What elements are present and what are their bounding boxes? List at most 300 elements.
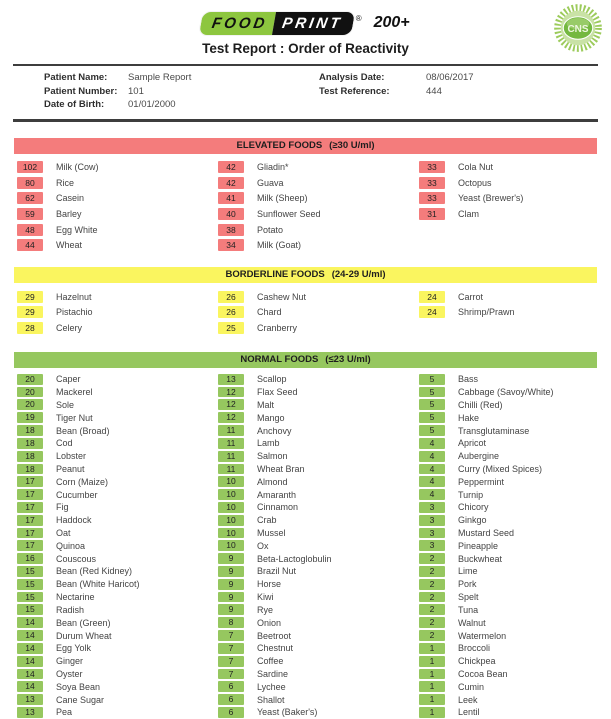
score-badge: 9 (218, 579, 244, 590)
food-row (218, 237, 419, 253)
food-name: Quinoa (56, 540, 86, 551)
score-badge: 1 (419, 643, 445, 654)
food-name: Fig (56, 502, 69, 513)
food-name: Lamb (257, 438, 280, 449)
test-reference-field (319, 85, 474, 99)
food-row (17, 424, 218, 437)
food-name: Malt (257, 399, 275, 410)
score-badge: 11 (218, 438, 244, 449)
score-badge: 1 (419, 669, 445, 680)
test-reference-value: 444 (426, 85, 442, 97)
patient-info-block (13, 64, 598, 122)
food-column (419, 289, 515, 336)
score-badge: 40 (218, 208, 244, 220)
food-row (218, 320, 419, 336)
food-name: Horse (257, 579, 282, 590)
food-name: Lychee (257, 681, 286, 692)
score-badge: 4 (419, 438, 445, 449)
food-row (419, 539, 554, 552)
date-of-birth-field (44, 98, 319, 112)
score-badge: 6 (218, 694, 244, 705)
food-row (17, 527, 218, 540)
food-row (17, 642, 218, 655)
food-row (218, 206, 419, 222)
patient-name-field (44, 71, 319, 85)
patient-number-value: 101 (128, 85, 144, 97)
food-row (218, 501, 419, 514)
score-badge: 2 (419, 617, 445, 628)
food-row (218, 398, 419, 411)
score-badge: 44 (17, 239, 43, 251)
score-badge: 9 (218, 604, 244, 615)
food-name: Chickpea (458, 656, 496, 667)
food-row (218, 191, 419, 207)
food-row (218, 539, 419, 552)
score-badge: 38 (218, 224, 244, 236)
food-column (218, 373, 419, 719)
score-badge: 6 (218, 681, 244, 692)
score-badge: 10 (218, 540, 244, 551)
score-badge: 14 (17, 617, 43, 628)
score-badge: 10 (218, 528, 244, 539)
food-name: Transglutaminase (458, 425, 530, 436)
analysis-date-field (319, 71, 474, 85)
score-badge: 17 (17, 502, 43, 513)
score-badge: 7 (218, 630, 244, 641)
food-name: Bean (Green) (56, 617, 111, 628)
score-badge: 1 (419, 707, 445, 718)
food-name: Durum Wheat (56, 630, 112, 641)
score-badge: 11 (218, 451, 244, 462)
score-badge: 2 (419, 553, 445, 564)
food-row (17, 539, 218, 552)
score-badge: 10 (218, 476, 244, 487)
food-name: Brazil Nut (257, 566, 297, 577)
food-name: Peppermint (458, 476, 505, 487)
food-name: Sunflower Seed (257, 209, 321, 220)
food-name: Radish (56, 604, 85, 615)
food-name: Cashew Nut (257, 291, 307, 302)
normal-foods-section (0, 352, 611, 719)
food-name: Pea (56, 707, 73, 718)
food-row (218, 693, 419, 706)
score-badge: 24 (419, 291, 445, 303)
score-badge: 24 (419, 306, 445, 318)
food-row (17, 386, 218, 399)
food-row (218, 578, 419, 591)
food-name: Mussel (257, 528, 286, 538)
food-row (218, 668, 419, 681)
test-reference-label: Test Reference: (319, 85, 390, 97)
food-name: Sole (56, 399, 75, 410)
food-row (17, 706, 218, 719)
cns-badge-text: CNS (567, 23, 589, 35)
elevated-foods-header (14, 138, 597, 154)
food-row (17, 668, 218, 681)
patient-info-left (44, 71, 319, 112)
elevated-foods-list (0, 160, 611, 254)
food-name: Cane Sugar (56, 694, 105, 705)
food-row (419, 578, 554, 591)
score-badge: 15 (17, 592, 43, 603)
analysis-date-label: Analysis Date: (319, 72, 385, 83)
food-name: Lime (458, 566, 478, 577)
food-name: Couscous (56, 553, 97, 564)
food-name: Curry (Mixed Spices) (458, 463, 543, 474)
score-badge: 18 (17, 451, 43, 462)
food-name: Mango (257, 412, 285, 423)
score-badge: 10 (218, 502, 244, 513)
food-row (218, 603, 419, 616)
cns-seal-icon (552, 2, 604, 54)
score-badge: 7 (218, 643, 244, 654)
food-name: Hake (458, 412, 480, 423)
score-badge: 12 (218, 412, 244, 423)
food-name: Tiger Nut (56, 412, 93, 423)
food-row (17, 206, 218, 222)
score-badge: 25 (218, 322, 244, 334)
food-row (419, 191, 523, 207)
food-name: Pork (458, 579, 477, 590)
score-badge: 2 (419, 604, 445, 615)
food-name: Turnip (458, 489, 484, 500)
food-row (419, 603, 554, 616)
food-name: Yeast (Brewer's) (458, 193, 524, 204)
score-badge: 5 (419, 412, 445, 423)
elevated-foods-section (0, 138, 611, 254)
food-row (218, 437, 419, 450)
section-title: NORMAL FOODS (240, 353, 319, 365)
food-row (218, 629, 419, 642)
score-badge: 17 (17, 489, 43, 500)
food-row (218, 305, 419, 321)
score-badge: 18 (17, 464, 43, 475)
food-name: Cocoa Bean (458, 668, 508, 679)
food-row (218, 463, 419, 476)
food-name: Cod (56, 438, 73, 449)
food-row (218, 527, 419, 540)
food-row (419, 616, 554, 629)
food-row (17, 398, 218, 411)
score-badge: 33 (419, 161, 445, 173)
food-column (17, 160, 218, 254)
food-name: Coffee (257, 656, 284, 667)
food-row (17, 237, 218, 253)
section-title: BORDERLINE FOODS (225, 269, 325, 281)
food-row (419, 305, 515, 321)
food-name: Bass (458, 374, 479, 385)
food-row (419, 206, 523, 222)
score-badge: 8 (218, 617, 244, 628)
food-row (17, 320, 218, 336)
food-row (17, 501, 218, 514)
patient-name-label: Patient Name: (44, 72, 108, 83)
food-row (218, 222, 419, 238)
food-name: Flax Seed (257, 387, 298, 398)
score-badge: 29 (17, 291, 43, 303)
food-name: Rice (56, 177, 75, 188)
food-row (17, 175, 218, 191)
score-badge: 2 (419, 630, 445, 641)
food-row (17, 437, 218, 450)
food-name: Milk (Goat) (257, 240, 302, 251)
score-badge: 18 (17, 438, 43, 449)
food-name: Haddock (56, 515, 92, 526)
food-row (218, 424, 419, 437)
food-row (17, 655, 218, 668)
food-row (419, 398, 554, 411)
score-badge: 4 (419, 476, 445, 487)
score-badge: 1 (419, 694, 445, 705)
score-badge: 5 (419, 399, 445, 410)
score-badge: 5 (419, 425, 445, 436)
food-column (218, 289, 419, 336)
score-badge: 80 (17, 177, 43, 189)
food-row (419, 373, 554, 386)
score-badge: 2 (419, 566, 445, 577)
food-row (218, 514, 419, 527)
score-badge: 14 (17, 669, 43, 680)
food-row (419, 514, 554, 527)
food-row (218, 655, 419, 668)
food-name: Amaranth (257, 489, 297, 500)
food-row (419, 642, 554, 655)
food-name: Lentil (458, 707, 480, 718)
normal-foods-list (0, 373, 611, 719)
score-badge: 102 (17, 161, 43, 173)
date-of-birth-value: 01/01/2000 (128, 99, 176, 110)
food-row (419, 693, 554, 706)
score-badge: 14 (17, 681, 43, 692)
food-name: Scallop (257, 374, 287, 385)
score-badge: 5 (419, 374, 445, 385)
foodprint-logo (0, 8, 611, 38)
analysis-date-value: 08/06/2017 (426, 72, 474, 83)
food-name: Anchovy (257, 425, 292, 436)
food-name: Mustard Seed (458, 528, 515, 538)
patient-number-label: Patient Number: (44, 85, 118, 97)
food-name: Oyster (56, 668, 83, 679)
food-name: Shrimp/Prawn (458, 307, 515, 318)
food-row (17, 514, 218, 527)
food-column (17, 289, 218, 336)
food-row (419, 411, 554, 424)
food-name: Crab (257, 515, 277, 526)
food-column (218, 160, 419, 254)
food-row (419, 591, 554, 604)
food-column (17, 373, 218, 719)
food-name: Salmon (257, 451, 288, 462)
food-column (419, 373, 554, 719)
score-badge: 33 (419, 177, 445, 189)
borderline-foods-section (0, 267, 611, 336)
score-badge: 12 (218, 399, 244, 410)
food-name: Ox (257, 540, 269, 551)
food-row (419, 463, 554, 476)
score-badge: 13 (17, 694, 43, 705)
food-name: Corn (Maize) (56, 476, 109, 487)
food-row (17, 373, 218, 386)
logo-200plus-text: 200+ (373, 14, 410, 31)
score-badge: 26 (218, 306, 244, 318)
food-name: Cumin (458, 681, 485, 692)
food-row (17, 411, 218, 424)
food-name: Cranberry (257, 323, 298, 334)
food-name: Nectarine (56, 592, 95, 603)
food-name: Clam (458, 209, 480, 220)
score-badge: 11 (218, 464, 244, 475)
score-badge: 10 (218, 515, 244, 526)
food-row (218, 616, 419, 629)
score-badge: 9 (218, 553, 244, 564)
score-badge: 18 (17, 425, 43, 436)
score-badge: 29 (17, 306, 43, 318)
food-row (17, 603, 218, 616)
score-badge: 17 (17, 540, 43, 551)
score-badge: 20 (17, 387, 43, 398)
score-badge: 16 (17, 553, 43, 564)
score-badge: 41 (218, 192, 244, 204)
patient-info-right (319, 71, 474, 112)
score-badge: 2 (419, 592, 445, 603)
score-badge: 19 (17, 412, 43, 423)
food-name: Oat (56, 528, 71, 538)
logo-print-text: PRINT (273, 12, 356, 35)
food-name: Shallot (257, 694, 285, 705)
food-name: Ginger (56, 656, 84, 667)
score-badge: 7 (218, 669, 244, 680)
food-name: Egg Yolk (56, 643, 92, 654)
food-row (419, 527, 554, 540)
food-row (419, 386, 554, 399)
food-name: Sardine (257, 668, 289, 679)
section-range: (≥30 U/ml) (329, 139, 375, 151)
food-name: Casein (56, 193, 85, 204)
score-badge: 1 (419, 656, 445, 667)
food-row (419, 488, 554, 501)
food-row (17, 289, 218, 305)
food-name: Rye (257, 604, 274, 615)
food-row (17, 565, 218, 578)
food-name: Walnut (458, 617, 486, 628)
food-row (218, 175, 419, 191)
food-name: Beetroot (257, 630, 292, 641)
food-row (419, 668, 554, 681)
food-row (218, 160, 419, 176)
food-name: Buckwheat (458, 553, 503, 564)
food-name: Potato (257, 224, 284, 235)
score-badge: 15 (17, 566, 43, 577)
food-row (17, 191, 218, 207)
food-row (17, 591, 218, 604)
food-name: Chestnut (257, 643, 294, 654)
food-name: Gliadin* (257, 162, 289, 173)
food-name: Milk (Sheep) (257, 193, 308, 204)
food-name: Wheat Bran (257, 463, 305, 474)
date-of-birth-label: Date of Birth: (44, 99, 105, 110)
score-badge: 48 (17, 224, 43, 236)
food-name: Almond (257, 476, 288, 487)
score-badge: 3 (419, 540, 445, 551)
food-row (17, 475, 218, 488)
score-badge: 34 (218, 239, 244, 251)
food-row (218, 680, 419, 693)
score-badge: 3 (419, 502, 445, 513)
food-name: Watermelon (458, 630, 507, 641)
food-row (218, 450, 419, 463)
food-name: Cola Nut (458, 162, 494, 173)
score-badge: 10 (218, 489, 244, 500)
food-name: Caper (56, 374, 81, 385)
food-name: Milk (Cow) (56, 162, 99, 173)
food-name: Broccoli (458, 643, 491, 654)
food-name: Tuna (458, 604, 479, 615)
score-badge: 12 (218, 387, 244, 398)
food-row (17, 463, 218, 476)
food-row (17, 629, 218, 642)
score-badge: 15 (17, 579, 43, 590)
section-title: ELEVATED FOODS (236, 139, 323, 151)
score-badge: 14 (17, 630, 43, 641)
section-range: (24-29 U/ml) (331, 269, 386, 281)
report-header (0, 0, 611, 56)
food-name: Leek (458, 694, 478, 705)
section-range: (≤23 U/ml) (325, 353, 371, 365)
foodprint-logo-plate (199, 12, 355, 35)
patient-name-value: Sample Report (128, 72, 192, 83)
food-name: Beta-Lactoglobulin (257, 553, 332, 564)
food-row (419, 160, 523, 176)
food-name: Soya Bean (56, 681, 101, 692)
food-row (419, 437, 554, 450)
food-row (419, 552, 554, 565)
food-row (419, 629, 554, 642)
normal-foods-header (14, 352, 597, 368)
food-name: Peanut (56, 463, 85, 474)
food-row (218, 552, 419, 565)
score-badge: 28 (17, 322, 43, 334)
food-row (419, 501, 554, 514)
food-row (419, 289, 515, 305)
borderline-foods-list (0, 289, 611, 336)
food-name: Guava (257, 177, 284, 188)
food-row (17, 680, 218, 693)
score-badge: 26 (218, 291, 244, 303)
score-badge: 9 (218, 592, 244, 603)
score-badge: 20 (17, 399, 43, 410)
food-name: Bean (White Haricot) (56, 579, 140, 590)
food-row (218, 488, 419, 501)
food-name: Lobster (56, 451, 87, 462)
food-row (419, 706, 554, 719)
food-row (419, 450, 554, 463)
score-badge: 4 (419, 489, 445, 500)
score-badge: 59 (17, 208, 43, 220)
food-name: Yeast (Baker's) (257, 707, 318, 718)
food-row (218, 475, 419, 488)
score-badge: 14 (17, 643, 43, 654)
food-row (419, 475, 554, 488)
food-row (218, 706, 419, 719)
score-badge: 9 (218, 566, 244, 577)
score-badge: 62 (17, 192, 43, 204)
food-name: Barley (56, 209, 82, 220)
food-column (419, 160, 523, 254)
food-name: Wheat (56, 240, 83, 251)
food-name: Aubergine (458, 451, 500, 462)
score-badge: 7 (218, 656, 244, 667)
food-name: Cinnamon (257, 502, 299, 513)
